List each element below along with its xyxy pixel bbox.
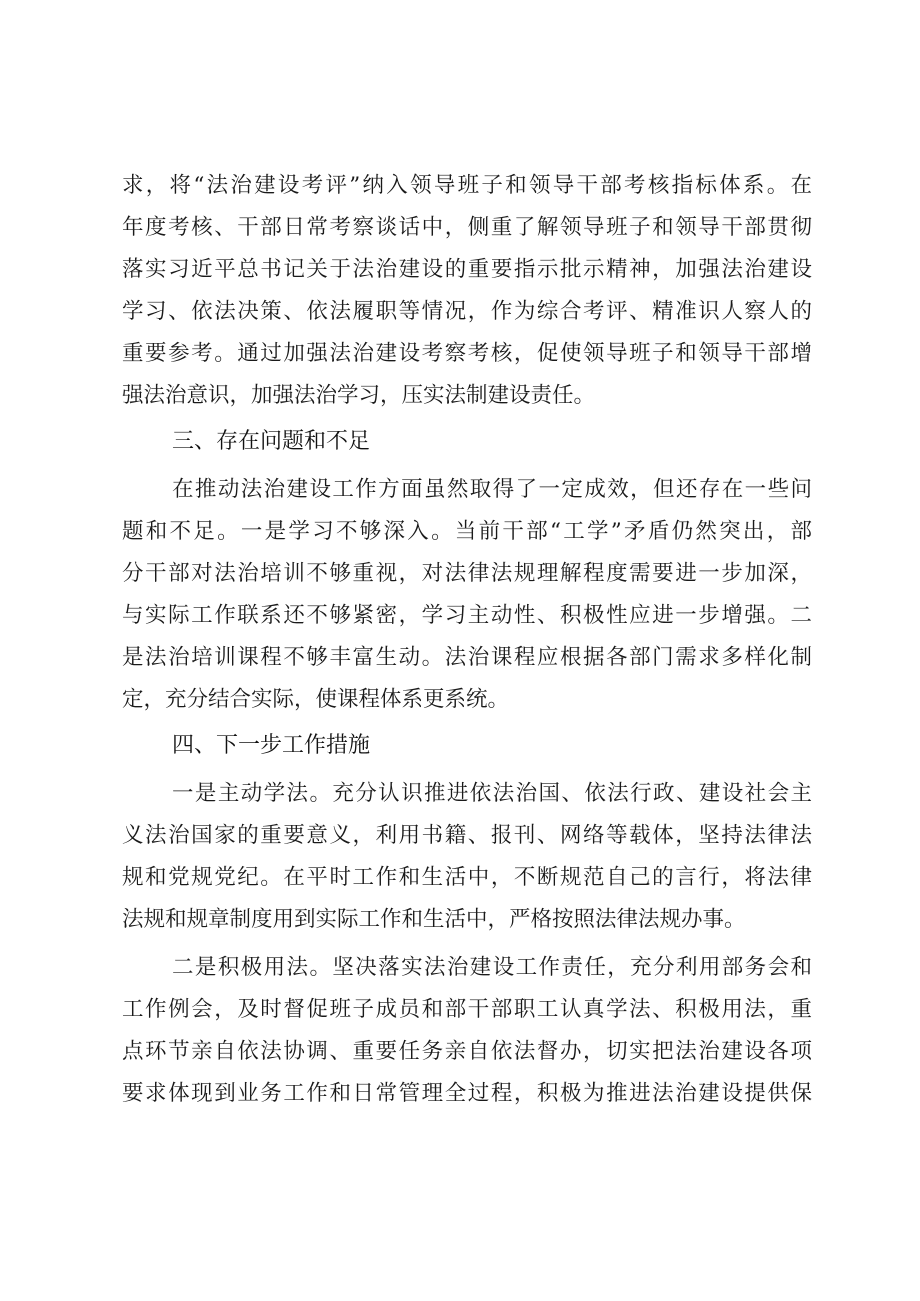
paragraph-line: 年度考核、干部日常考察谈话中，侧重了解领导班子和领导干部贯彻 [122, 215, 812, 240]
paragraph-line: 点环节亲自依法协调、重要任务亲自依法督办，切实把法治建设各项 [122, 1039, 812, 1064]
paragraph-line: 二是积极用法。坚决落实法治建设工作责任，充分利用部务会和 [172, 955, 812, 980]
paragraph-line: 规和党规党纪。在平时工作和生活中，不断规范自己的言行，将法律 [122, 865, 812, 890]
paragraph-line: 强法治意识，加强法治学习，压实法制建设责任。 [122, 383, 596, 408]
section-heading-3: 三、存在问题和不足 [172, 429, 371, 454]
section-heading-4: 四、下一步工作措施 [172, 733, 371, 758]
paragraph-line: 在推动法治建设工作方面虽然取得了一定成效，但还存在一些问 [172, 477, 812, 502]
paragraph-line: 工作例会，及时督促班子成员和部干部职工认真学法、积极用法，重 [122, 997, 812, 1022]
paragraph-line: 分干部对法治培训不够重视，对法律法规理解程度需要进一步加深， [122, 561, 812, 586]
paragraph-line: 题和不足。一是学习不够深入。当前干部“工学”矛盾仍然突出，部 [122, 519, 812, 544]
paragraph-line: 义法治国家的重要意义，利用书籍、报刊、网络等载体，坚持法律法 [122, 823, 812, 848]
paragraph-line: 重要参考。通过加强法治建设考察考核，促使领导班子和领导干部增 [122, 341, 812, 366]
paragraph-line: 法规和规章制度用到实际工作和生活中，严格按照法律法规办事。 [122, 907, 746, 932]
paragraph-line: 求，将“法治建设考评”纳入领导班子和领导干部考核指标体系。在 [122, 173, 812, 198]
paragraph-line: 是法治培训课程不够丰富生动。法治课程应根据各部门需求多样化制 [122, 645, 812, 670]
paragraph-line: 学习、依法决策、依法履职等情况，作为综合考评、精准识人察人的 [122, 299, 812, 324]
paragraph-line: 一是主动学法。充分认识推进依法治国、依法行政、建设社会主 [172, 781, 812, 806]
paragraph-line: 要求体现到业务工作和日常管理全过程，积极为推进法治建设提供保 [122, 1081, 812, 1106]
paragraph-line: 定，充分结合实际，使课程体系更系统。 [122, 687, 510, 712]
paragraph-line: 落实习近平总书记关于法治建设的重要指示批示精神，加强法治建设 [122, 257, 812, 282]
paragraph-line: 与实际工作联系还不够紧密，学习主动性、积极性应进一步增强。二 [122, 603, 812, 628]
